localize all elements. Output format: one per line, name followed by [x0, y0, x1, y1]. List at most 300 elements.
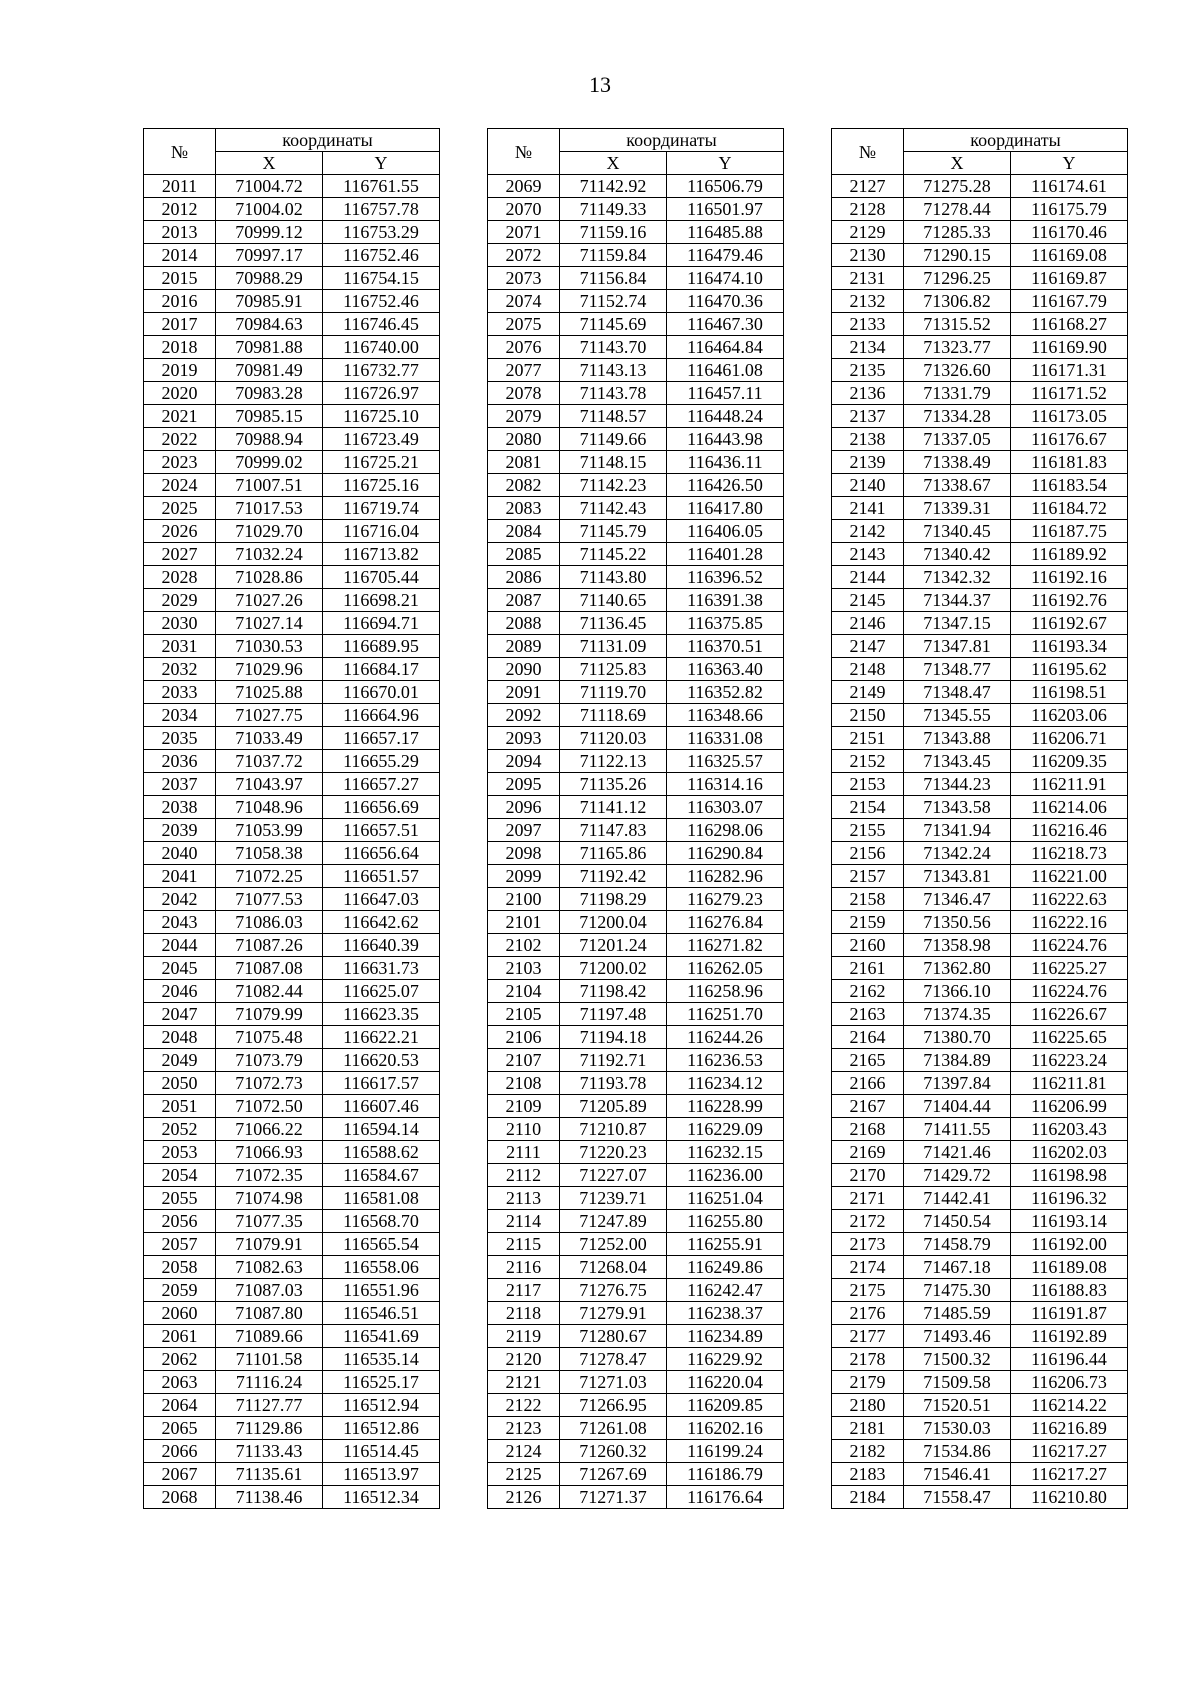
y-column-header: Y [1011, 152, 1128, 175]
x-coordinate-cell: 71278.44 [904, 198, 1011, 221]
table-row [144, 1049, 440, 1072]
point-number-cell: 2068 [144, 1486, 216, 1509]
y-coordinate-cell: 116167.79 [1011, 290, 1128, 313]
y-coordinate-cell: 116363.40 [667, 658, 784, 681]
x-coordinate-cell: 71077.35 [216, 1210, 323, 1233]
table-row [832, 405, 1128, 428]
table-row [144, 727, 440, 750]
table-row [832, 244, 1128, 267]
y-coordinate-cell: 116203.06 [1011, 704, 1128, 727]
y-coordinate-cell: 116211.91 [1011, 773, 1128, 796]
y-coordinate-cell: 116436.11 [667, 451, 784, 474]
x-coordinate-cell: 71339.31 [904, 497, 1011, 520]
table-row [144, 1463, 440, 1486]
point-number-cell: 2057 [144, 1233, 216, 1256]
y-coordinate-cell: 116725.10 [323, 405, 440, 428]
y-coordinate-cell: 116282.96 [667, 865, 784, 888]
x-coordinate-cell: 71075.48 [216, 1026, 323, 1049]
y-coordinate-cell: 116244.26 [667, 1026, 784, 1049]
point-number-cell: 2051 [144, 1095, 216, 1118]
y-coordinate-cell: 116203.43 [1011, 1118, 1128, 1141]
point-number-cell: 2100 [488, 888, 560, 911]
point-number-cell: 2116 [488, 1256, 560, 1279]
x-coordinate-cell: 71493.46 [904, 1325, 1011, 1348]
point-number-cell: 2026 [144, 520, 216, 543]
point-number-cell: 2087 [488, 589, 560, 612]
x-coordinate-cell: 71315.52 [904, 313, 1011, 336]
table-row [488, 612, 784, 635]
y-coordinate-cell: 116314.16 [667, 773, 784, 796]
x-coordinate-cell: 71145.69 [560, 313, 667, 336]
point-number-cell: 2171 [832, 1187, 904, 1210]
point-number-cell: 2177 [832, 1325, 904, 1348]
table-header-row [488, 129, 784, 152]
y-coordinate-cell: 116448.24 [667, 405, 784, 428]
point-number-cell: 2052 [144, 1118, 216, 1141]
y-coordinate-cell: 116198.98 [1011, 1164, 1128, 1187]
point-number-cell: 2042 [144, 888, 216, 911]
table-row [488, 1003, 784, 1026]
table-row [832, 1440, 1128, 1463]
point-number-cell: 2095 [488, 773, 560, 796]
point-number-cell: 2149 [832, 681, 904, 704]
table-row [832, 382, 1128, 405]
table-row [832, 1049, 1128, 1072]
point-number-cell: 2120 [488, 1348, 560, 1371]
table-row [488, 428, 784, 451]
y-coordinate-cell: 116220.04 [667, 1371, 784, 1394]
table-row [144, 1072, 440, 1095]
table-row [144, 474, 440, 497]
table-body [144, 175, 440, 1509]
table-row [144, 911, 440, 934]
point-number-cell: 2097 [488, 819, 560, 842]
x-coordinate-cell: 71127.77 [216, 1394, 323, 1417]
table-row [488, 543, 784, 566]
point-number-cell: 2102 [488, 934, 560, 957]
point-number-cell: 2135 [832, 359, 904, 382]
y-coordinate-cell: 116716.04 [323, 520, 440, 543]
x-coordinate-cell: 70983.28 [216, 382, 323, 405]
y-coordinate-cell: 116251.70 [667, 1003, 784, 1026]
x-coordinate-cell: 71342.24 [904, 842, 1011, 865]
y-coordinate-cell: 116224.76 [1011, 980, 1128, 1003]
point-number-cell: 2117 [488, 1279, 560, 1302]
table-row [144, 520, 440, 543]
table-row [488, 1463, 784, 1486]
y-coordinate-cell: 116195.62 [1011, 658, 1128, 681]
x-coordinate-cell: 71326.60 [904, 359, 1011, 382]
table-row [144, 313, 440, 336]
point-number-cell: 2076 [488, 336, 560, 359]
table-row [488, 635, 784, 658]
point-number-cell: 2179 [832, 1371, 904, 1394]
table-row [488, 1302, 784, 1325]
point-number-cell: 2182 [832, 1440, 904, 1463]
x-coordinate-cell: 71058.38 [216, 842, 323, 865]
x-coordinate-cell: 71421.46 [904, 1141, 1011, 1164]
y-coordinate-cell: 116206.99 [1011, 1095, 1128, 1118]
y-coordinate-cell: 116255.80 [667, 1210, 784, 1233]
coordinates-table-2 [487, 128, 784, 1509]
x-coordinate-cell: 71159.16 [560, 221, 667, 244]
table-row [488, 888, 784, 911]
table-row [488, 1233, 784, 1256]
x-coordinate-cell: 71271.03 [560, 1371, 667, 1394]
point-number-cell: 2161 [832, 957, 904, 980]
table-row [488, 1486, 784, 1509]
x-coordinate-cell: 71268.04 [560, 1256, 667, 1279]
table-row [144, 1003, 440, 1026]
table-row [832, 1003, 1128, 1026]
point-number-cell: 2124 [488, 1440, 560, 1463]
point-number-cell: 2131 [832, 267, 904, 290]
table-row [144, 451, 440, 474]
table-row [832, 198, 1128, 221]
number-column-header: № [488, 129, 560, 175]
point-number-cell: 2130 [832, 244, 904, 267]
point-number-cell: 2089 [488, 635, 560, 658]
y-coordinate-cell: 116725.16 [323, 474, 440, 497]
point-number-cell: 2032 [144, 658, 216, 681]
table-row [832, 1463, 1128, 1486]
y-coordinate-cell: 116657.17 [323, 727, 440, 750]
y-coordinate-cell: 116192.16 [1011, 566, 1128, 589]
table-row [144, 589, 440, 612]
y-coordinate-cell: 116698.21 [323, 589, 440, 612]
point-number-cell: 2062 [144, 1348, 216, 1371]
y-coordinate-cell: 116694.71 [323, 612, 440, 635]
point-number-cell: 2140 [832, 474, 904, 497]
table-body [488, 175, 784, 1509]
y-coordinate-cell: 116174.61 [1011, 175, 1128, 198]
point-number-cell: 2082 [488, 474, 560, 497]
x-coordinate-cell: 71210.87 [560, 1118, 667, 1141]
table-row [832, 566, 1128, 589]
table-row [144, 221, 440, 244]
point-number-cell: 2111 [488, 1141, 560, 1164]
point-number-cell: 2048 [144, 1026, 216, 1049]
table-row [144, 773, 440, 796]
table-row [832, 911, 1128, 934]
point-number-cell: 2034 [144, 704, 216, 727]
y-coordinate-cell: 116210.80 [1011, 1486, 1128, 1509]
table-row [144, 612, 440, 635]
coordinates-table-1 [143, 128, 440, 1509]
x-coordinate-cell: 71247.89 [560, 1210, 667, 1233]
point-number-cell: 2162 [832, 980, 904, 1003]
table-row [144, 704, 440, 727]
x-coordinate-cell: 71140.65 [560, 589, 667, 612]
point-number-cell: 2016 [144, 290, 216, 313]
table-row [832, 681, 1128, 704]
table-row [832, 750, 1128, 773]
point-number-cell: 2106 [488, 1026, 560, 1049]
table-row [144, 1302, 440, 1325]
y-coordinate-cell: 116740.00 [323, 336, 440, 359]
point-number-cell: 2061 [144, 1325, 216, 1348]
y-coordinate-cell: 116192.67 [1011, 612, 1128, 635]
table-row [832, 1256, 1128, 1279]
y-coordinate-cell: 116169.90 [1011, 336, 1128, 359]
table-row [832, 796, 1128, 819]
table-row [488, 1141, 784, 1164]
point-number-cell: 2033 [144, 681, 216, 704]
y-coordinate-cell: 116206.71 [1011, 727, 1128, 750]
x-coordinate-cell: 71025.88 [216, 681, 323, 704]
x-coordinate-cell: 71220.23 [560, 1141, 667, 1164]
y-coordinate-cell: 116171.31 [1011, 359, 1128, 382]
table-row [144, 405, 440, 428]
point-number-cell: 2069 [488, 175, 560, 198]
coordinates-table-3 [831, 128, 1128, 1509]
table-row [488, 1394, 784, 1417]
point-number-cell: 2144 [832, 566, 904, 589]
x-coordinate-cell: 71546.41 [904, 1463, 1011, 1486]
table-row [488, 796, 784, 819]
point-number-cell: 2181 [832, 1417, 904, 1440]
point-number-cell: 2113 [488, 1187, 560, 1210]
table-row [488, 819, 784, 842]
point-number-cell: 2011 [144, 175, 216, 198]
y-coordinate-cell: 116713.82 [323, 543, 440, 566]
table-row [488, 934, 784, 957]
y-coordinate-cell: 116169.87 [1011, 267, 1128, 290]
table-row [144, 1187, 440, 1210]
y-coordinate-cell: 116276.84 [667, 911, 784, 934]
table-row [488, 1348, 784, 1371]
point-number-cell: 2145 [832, 589, 904, 612]
x-coordinate-cell: 71467.18 [904, 1256, 1011, 1279]
point-number-cell: 2138 [832, 428, 904, 451]
y-coordinate-cell: 116271.82 [667, 934, 784, 957]
point-number-cell: 2041 [144, 865, 216, 888]
x-coordinate-cell: 70985.91 [216, 290, 323, 313]
point-number-cell: 2169 [832, 1141, 904, 1164]
point-number-cell: 2103 [488, 957, 560, 980]
table-row [488, 221, 784, 244]
table-row [144, 290, 440, 313]
table-row [832, 1279, 1128, 1302]
x-coordinate-cell: 71343.88 [904, 727, 1011, 750]
x-coordinate-cell: 71429.72 [904, 1164, 1011, 1187]
y-coordinate-cell: 116228.99 [667, 1095, 784, 1118]
x-coordinate-cell: 71267.69 [560, 1463, 667, 1486]
y-coordinate-cell: 116684.17 [323, 658, 440, 681]
point-number-cell: 2150 [832, 704, 904, 727]
table-row [488, 865, 784, 888]
y-coordinate-cell: 116642.62 [323, 911, 440, 934]
y-coordinate-cell: 116255.91 [667, 1233, 784, 1256]
point-number-cell: 2027 [144, 543, 216, 566]
x-coordinate-cell: 71073.79 [216, 1049, 323, 1072]
table-row [488, 1325, 784, 1348]
x-coordinate-cell: 71362.80 [904, 957, 1011, 980]
table-row [832, 1072, 1128, 1095]
y-coordinate-cell: 116732.77 [323, 359, 440, 382]
point-number-cell: 2019 [144, 359, 216, 382]
y-coordinate-cell: 116173.05 [1011, 405, 1128, 428]
y-coordinate-cell: 116176.67 [1011, 428, 1128, 451]
point-number-cell: 2085 [488, 543, 560, 566]
y-coordinate-cell: 116198.51 [1011, 681, 1128, 704]
table-row [488, 1371, 784, 1394]
x-coordinate-cell: 71306.82 [904, 290, 1011, 313]
y-coordinate-cell: 116705.44 [323, 566, 440, 589]
y-coordinate-cell: 116183.54 [1011, 474, 1128, 497]
x-coordinate-cell: 71142.23 [560, 474, 667, 497]
x-coordinate-cell: 71271.37 [560, 1486, 667, 1509]
y-coordinate-cell: 116631.73 [323, 957, 440, 980]
y-coordinate-cell: 116192.00 [1011, 1233, 1128, 1256]
y-coordinate-cell: 116193.14 [1011, 1210, 1128, 1233]
y-coordinate-cell: 116651.57 [323, 865, 440, 888]
y-coordinate-cell: 116375.85 [667, 612, 784, 635]
table-row [144, 566, 440, 589]
x-coordinate-cell: 71156.84 [560, 267, 667, 290]
table-row [144, 1394, 440, 1417]
table-row [488, 1095, 784, 1118]
table-body [832, 175, 1128, 1509]
point-number-cell: 2092 [488, 704, 560, 727]
x-coordinate-cell: 70981.49 [216, 359, 323, 382]
x-coordinate-cell: 71275.28 [904, 175, 1011, 198]
y-coordinate-cell: 116581.08 [323, 1187, 440, 1210]
x-coordinate-cell: 71116.24 [216, 1371, 323, 1394]
point-number-cell: 2184 [832, 1486, 904, 1509]
table-row [144, 382, 440, 405]
table-row [832, 773, 1128, 796]
table-row [488, 1440, 784, 1463]
y-coordinate-cell: 116656.69 [323, 796, 440, 819]
y-coordinate-cell: 116464.84 [667, 336, 784, 359]
x-coordinate-cell: 71032.24 [216, 543, 323, 566]
table-row [488, 911, 784, 934]
point-number-cell: 2046 [144, 980, 216, 1003]
y-coordinate-cell: 116568.70 [323, 1210, 440, 1233]
point-number-cell: 2126 [488, 1486, 560, 1509]
y-coordinate-cell: 116216.46 [1011, 819, 1128, 842]
x-coordinate-cell: 71227.07 [560, 1164, 667, 1187]
table-row [144, 1325, 440, 1348]
y-coordinate-cell: 116232.15 [667, 1141, 784, 1164]
y-coordinate-cell: 116206.73 [1011, 1371, 1128, 1394]
point-number-cell: 2132 [832, 290, 904, 313]
point-number-cell: 2080 [488, 428, 560, 451]
point-number-cell: 2024 [144, 474, 216, 497]
x-coordinate-cell: 71118.69 [560, 704, 667, 727]
y-coordinate-cell: 116656.64 [323, 842, 440, 865]
x-coordinate-cell: 71079.91 [216, 1233, 323, 1256]
x-coordinate-cell: 71148.57 [560, 405, 667, 428]
x-coordinate-cell: 71192.71 [560, 1049, 667, 1072]
y-coordinate-cell: 116189.92 [1011, 543, 1128, 566]
point-number-cell: 2180 [832, 1394, 904, 1417]
x-coordinate-cell: 71072.35 [216, 1164, 323, 1187]
x-coordinate-cell: 71152.74 [560, 290, 667, 313]
y-coordinate-cell: 116470.36 [667, 290, 784, 313]
x-coordinate-cell: 70988.94 [216, 428, 323, 451]
x-coordinate-cell: 71086.03 [216, 911, 323, 934]
x-coordinate-cell: 71048.96 [216, 796, 323, 819]
table-row [832, 175, 1128, 198]
x-coordinate-cell: 71145.22 [560, 543, 667, 566]
point-number-cell: 2012 [144, 198, 216, 221]
x-coordinate-cell: 71087.08 [216, 957, 323, 980]
y-coordinate-cell: 116171.52 [1011, 382, 1128, 405]
point-number-cell: 2023 [144, 451, 216, 474]
y-coordinate-cell: 116176.64 [667, 1486, 784, 1509]
x-coordinate-cell: 71053.99 [216, 819, 323, 842]
table-row [832, 1141, 1128, 1164]
y-coordinate-cell: 116551.96 [323, 1279, 440, 1302]
table-row [488, 451, 784, 474]
table-row [144, 1141, 440, 1164]
table-row [144, 681, 440, 704]
x-coordinate-cell: 70999.02 [216, 451, 323, 474]
x-coordinate-cell: 71346.47 [904, 888, 1011, 911]
x-coordinate-cell: 71028.86 [216, 566, 323, 589]
table-row [832, 336, 1128, 359]
x-coordinate-cell: 71029.70 [216, 520, 323, 543]
y-coordinate-cell: 116217.27 [1011, 1440, 1128, 1463]
table-row [144, 796, 440, 819]
y-coordinate-cell: 116186.79 [667, 1463, 784, 1486]
point-number-cell: 2183 [832, 1463, 904, 1486]
table-row [832, 1026, 1128, 1049]
point-number-cell: 2015 [144, 267, 216, 290]
y-coordinate-cell: 116584.67 [323, 1164, 440, 1187]
table-row [144, 198, 440, 221]
point-number-cell: 2119 [488, 1325, 560, 1348]
point-number-cell: 2088 [488, 612, 560, 635]
table-row [144, 1256, 440, 1279]
y-coordinate-cell: 116225.65 [1011, 1026, 1128, 1049]
x-coordinate-cell: 71136.45 [560, 612, 667, 635]
x-coordinate-cell: 71037.72 [216, 750, 323, 773]
y-coordinate-cell: 116352.82 [667, 681, 784, 704]
point-number-cell: 2018 [144, 336, 216, 359]
table-row [832, 267, 1128, 290]
x-coordinate-cell: 71374.35 [904, 1003, 1011, 1026]
x-coordinate-cell: 71344.37 [904, 589, 1011, 612]
y-coordinate-cell: 116202.16 [667, 1417, 784, 1440]
x-coordinate-cell: 71239.71 [560, 1187, 667, 1210]
x-coordinate-cell: 71260.32 [560, 1440, 667, 1463]
table-row [488, 842, 784, 865]
x-coordinate-cell: 71197.48 [560, 1003, 667, 1026]
x-coordinate-cell: 71027.14 [216, 612, 323, 635]
point-number-cell: 2036 [144, 750, 216, 773]
x-coordinate-cell: 71509.58 [904, 1371, 1011, 1394]
point-number-cell: 2123 [488, 1417, 560, 1440]
y-coordinate-cell: 116211.81 [1011, 1072, 1128, 1095]
x-coordinate-cell: 71276.75 [560, 1279, 667, 1302]
table-row [144, 543, 440, 566]
x-coordinate-cell: 71343.81 [904, 865, 1011, 888]
y-coordinate-cell: 116209.35 [1011, 750, 1128, 773]
table-row [832, 474, 1128, 497]
x-coordinate-cell: 71193.78 [560, 1072, 667, 1095]
table-row [488, 359, 784, 382]
y-coordinate-cell: 116396.52 [667, 566, 784, 589]
y-coordinate-cell: 116546.51 [323, 1302, 440, 1325]
point-number-cell: 2040 [144, 842, 216, 865]
x-coordinate-cell: 71341.94 [904, 819, 1011, 842]
point-number-cell: 2153 [832, 773, 904, 796]
point-number-cell: 2065 [144, 1417, 216, 1440]
point-number-cell: 2129 [832, 221, 904, 244]
